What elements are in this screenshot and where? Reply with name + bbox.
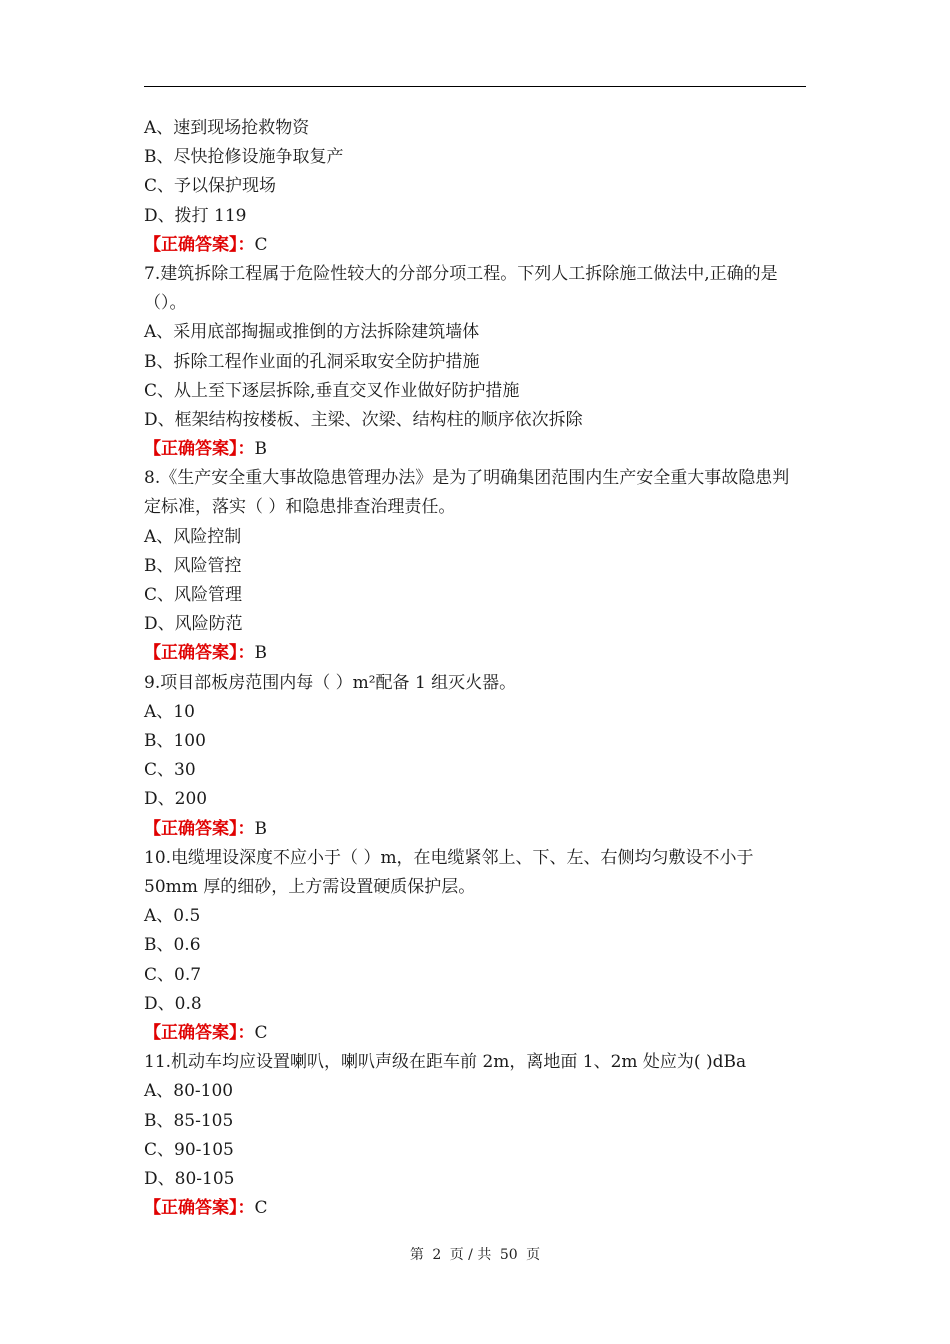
- answer-line: [144, 1019, 806, 1048]
- option: D、80-105: [144, 1168, 235, 1189]
- question-11: [144, 1048, 806, 1223]
- answer-label: 【正确答案】: [144, 1198, 238, 1219]
- page-content: [144, 114, 806, 1223]
- page-footer: [0, 1244, 950, 1264]
- question-10: [144, 844, 806, 1048]
- answer-label: 【正确答案】: [144, 234, 238, 255]
- option: B、尽快抢修设施争取复产: [144, 147, 344, 168]
- option: C、从上至下逐层拆除,垂直交叉作业做好防护措施: [144, 380, 520, 401]
- footer-suffix: 页: [526, 1247, 541, 1263]
- footer-current-page: 2: [432, 1247, 442, 1263]
- footer-mid: 页 / 共: [449, 1247, 492, 1263]
- answer-value: B: [254, 439, 267, 460]
- option: D、0.8: [144, 993, 202, 1014]
- answer-value: C: [254, 234, 268, 255]
- answer-value: C: [254, 1198, 268, 1219]
- answer-line: [144, 639, 806, 668]
- option: A、速到现场抢救物资: [144, 118, 310, 138]
- question-8: [144, 464, 806, 668]
- answer-label: 【正确答案】: [144, 1022, 238, 1043]
- option: A、10: [144, 701, 195, 722]
- option: B、100: [144, 731, 206, 752]
- option: A、风险控制: [144, 526, 242, 547]
- option: A、采用底部掏掘或推倒的方法拆除建筑墙体: [144, 322, 480, 343]
- question-text: 8.《生产安全重大事故隐患管理办法》是为了明确集团范围内生产安全重大事故隐患判定标准，落实（ ）和隐患排查治理责任。: [144, 468, 790, 518]
- question-text: 9.项目部板房范围内每（ ）m²配备 1 组灭火器。: [144, 672, 517, 693]
- question-text: 10.电缆埋设深度不应小于（ ）m，在电缆紧邻上、下、左、右侧均匀敷设不小于 50mm 厚的细砂，上方需设置硬质保护层。: [144, 847, 754, 897]
- answer-value: B: [254, 643, 267, 664]
- answer-value: B: [254, 818, 267, 839]
- top-options: [144, 114, 806, 260]
- answer-line: [144, 1194, 806, 1223]
- answer-line: [144, 815, 806, 844]
- question-7: [144, 260, 806, 464]
- answer-separator: ：: [237, 234, 255, 255]
- option: D、拨打 119: [144, 205, 247, 226]
- option: C、予以保护现场: [144, 176, 277, 197]
- option: A、80-100: [144, 1081, 234, 1102]
- option: C、风险管理: [144, 585, 243, 606]
- answer-separator: ：: [237, 1198, 255, 1219]
- option: D、框架结构按楼板、主梁、次梁、结构柱的顺序依次拆除: [144, 409, 583, 430]
- question-9: [144, 669, 806, 844]
- answer-separator: ：: [237, 439, 255, 460]
- option: C、30: [144, 760, 196, 781]
- question-text: 7.建筑拆除工程属于危险性较大的分部分项工程。下列人工拆除施工做法中,正确的是（）。: [144, 263, 778, 314]
- option: A、0.5: [144, 906, 201, 927]
- header-rule: [144, 86, 806, 87]
- answer-line: [144, 231, 806, 260]
- answer-value: C: [254, 1022, 268, 1043]
- answer-label: 【正确答案】: [144, 643, 238, 664]
- option: D、风险防范: [144, 614, 243, 635]
- option: D、200: [144, 789, 208, 810]
- footer-prefix: 第: [409, 1247, 424, 1263]
- answer-separator: ：: [237, 1022, 255, 1043]
- option: C、0.7: [144, 964, 202, 985]
- answer-separator: ：: [237, 643, 255, 664]
- option: B、拆除工程作业面的孔洞采取安全防护措施: [144, 351, 480, 372]
- answer-separator: ：: [237, 818, 255, 839]
- footer-total-pages: 50: [499, 1247, 518, 1263]
- option: B、85-105: [144, 1110, 234, 1131]
- option: C、90-105: [144, 1139, 234, 1160]
- answer-line: [144, 435, 806, 464]
- option: B、风险管控: [144, 555, 242, 576]
- option: B、0.6: [144, 935, 201, 956]
- answer-label: 【正确答案】: [144, 439, 238, 460]
- question-text: 11.机动车均应设置喇叭，喇叭声级在距车前 2m，离地面 1、2m 处应为( )dBa: [144, 1052, 747, 1073]
- answer-label: 【正确答案】: [144, 818, 238, 839]
